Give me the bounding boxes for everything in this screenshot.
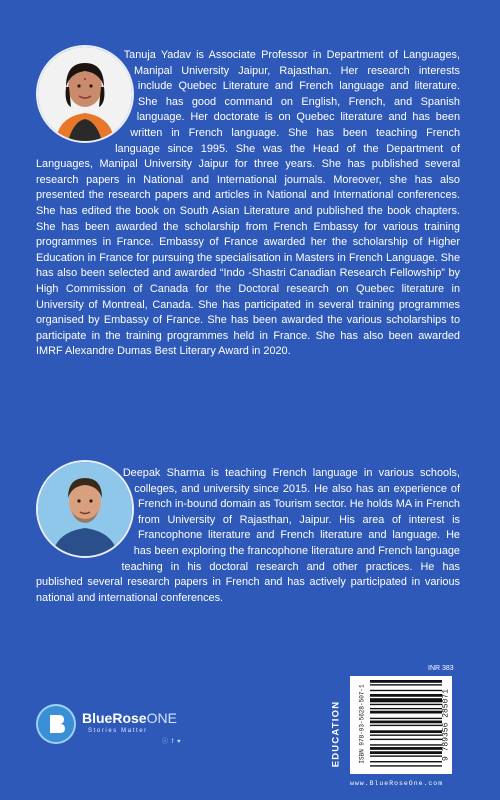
bluerose-b-logo-icon	[36, 704, 76, 744]
publisher-website: www.BlueRoseOne.com	[350, 780, 444, 787]
barcode-bars-icon	[370, 680, 442, 768]
publisher-name: BlueRoseONE	[82, 710, 177, 726]
publisher-logo	[36, 704, 186, 744]
social-media-icons: ⓘ f ♥	[162, 739, 182, 745]
book-price: INR 383	[428, 665, 454, 672]
book-category: EDUCATION	[330, 700, 342, 768]
author-bio-deepak: Deepak Sharma is teaching French language in various schools, colleges, and university since 2015. He also has an experience of French in-bound domain as Tourism sector. He holds MA in French from University of Rajasthan, Jaipur. His area of interest is Francophone literature and French literature and language. He has been exploring the francophone literature and French language teaching in his doctoral research and other practices. He has published several research papers in French and has actively participated in various national and international conferences.	[36, 467, 460, 604]
isbn-label: ISBN 978-93-5628-507-1	[358, 684, 366, 764]
isbn-digits: 9 789356 285071	[441, 688, 451, 762]
publisher-tagline: Stories Matter	[88, 728, 148, 734]
author-bio-tanuja: Tanuja Yadav is Associate Professor in Department of Languages, Manipal University Jaipur, Rajasthan. Her research interests include Quebec Literature and French language and literature. She has good command on English, French, and Spanish language. Her doctorate is on Quebec literature and has been written in French language. She has been teaching French language since 1995. She was the Head of the Department of Languages, Manipal University Jaipur for three years. She has published several research papers in National and International journals. Moreover, she has also presented the research papers and articles in National and International conferences. She has edited the book on South Asian Literature and published the book chapters. She has been awarded the scholarship from French Embassy for various training programmes in France. Embassy of France awarded her the scholarship of Higher Education in France for pursuing the specialisation in Masters in French Language. She has also been selected and awarded “Indo -Shastri Canadian Research Fellowship” by High Commission of Canada for the Doctoral research on Quebec literature in University of Montreal, Canada. She has participated in several training programmes organised by Embassy of France. She has been awarded the various scholarships to participate in the training programmes held in France. She has also been awarded IMRF Alexandre Dumas Best Literary Award in 2020.	[36, 49, 460, 358]
